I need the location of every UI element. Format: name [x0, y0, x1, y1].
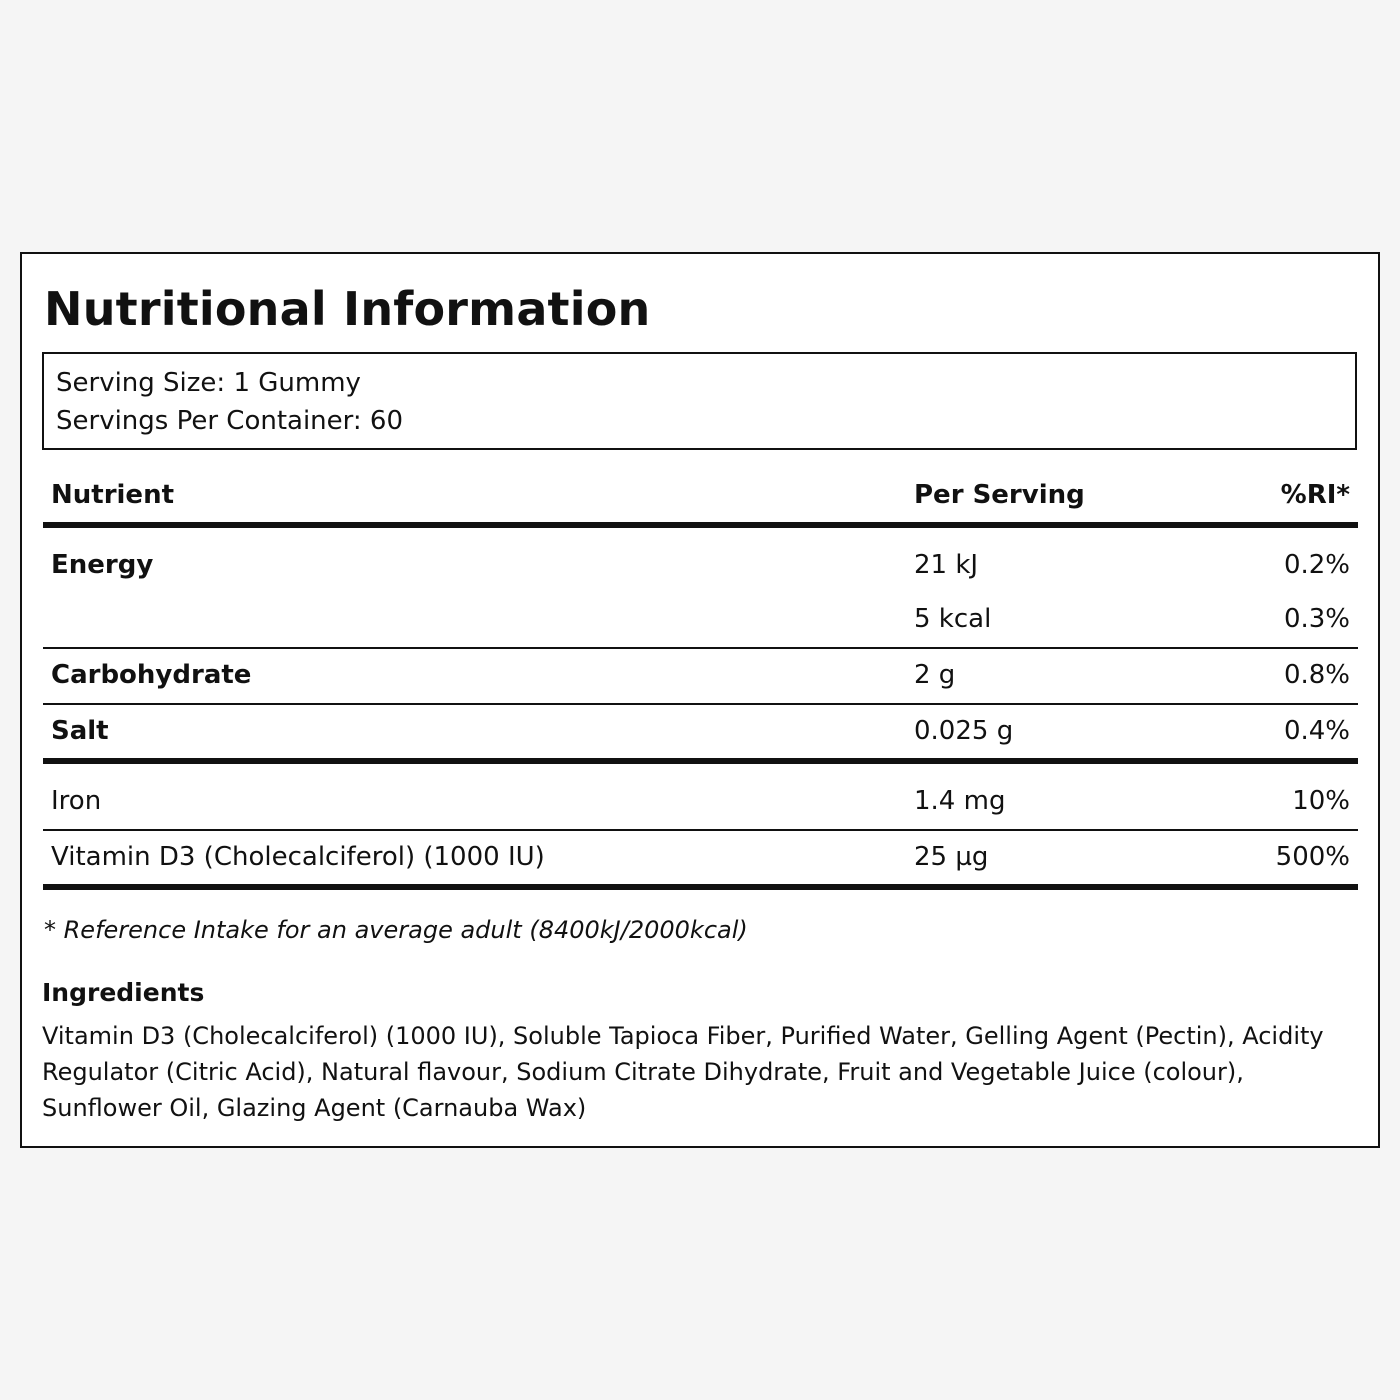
- energy-kcal-ri: 0.3%: [1283, 604, 1350, 634]
- carbohydrate-value: 2 g: [914, 660, 956, 690]
- page-title: Nutritional Information: [44, 282, 651, 336]
- salt-value: 0.025 g: [914, 716, 1014, 746]
- iron-ri: 10%: [1292, 786, 1350, 816]
- row-divider: [43, 703, 1358, 705]
- serving-info-box: [42, 352, 1357, 450]
- nutrient-energy: Energy: [51, 550, 154, 580]
- servings-per-container: Servings Per Container: 60: [56, 406, 404, 436]
- ingredients-list: Vitamin D3 (Cholecalciferol) (1000 IU), Soluble Tapioca Fiber, Purified Water, Gelling Agent (Pectin), Acidity Regulator (Citric Acid), Natural flavour, Sodium Citrate Dihydrate, Fruit and Vegetable Juice (colour), Sunflower Oil, Glazing Agent (Carnauba Wax): [42, 1022, 1324, 1122]
- nutrient-vitamin-d3: Vitamin D3 (Cholecalciferol) (1000 IU): [51, 842, 545, 872]
- row-divider: [43, 647, 1358, 649]
- salt-ri: 0.4%: [1283, 716, 1350, 746]
- ri-footnote: * Reference Intake for an average adult (8400kJ/2000kcal): [44, 916, 748, 944]
- ingredients-heading: Ingredients: [42, 978, 205, 1007]
- vitamin-d3-ri: 500%: [1275, 842, 1350, 872]
- header-nutrient: Nutrient: [51, 480, 175, 510]
- carbohydrate-ri: 0.8%: [1283, 660, 1350, 690]
- table-bottom-divider: [43, 884, 1358, 890]
- energy-kj-ri: 0.2%: [1283, 550, 1350, 580]
- iron-value: 1.4 mg: [914, 786, 1006, 816]
- nutrition-panel: [20, 252, 1380, 1148]
- energy-kcal-value: 5 kcal: [914, 604, 992, 634]
- section-divider: [43, 758, 1358, 764]
- nutrient-carbohydrate: Carbohydrate: [51, 660, 252, 690]
- vitamin-d3-value: 25 µg: [914, 842, 989, 872]
- header-ri: %RI*: [1280, 480, 1350, 510]
- energy-kj-value: 21 kJ: [914, 550, 979, 580]
- nutrient-salt: Salt: [51, 716, 109, 746]
- header-per-serving: Per Serving: [914, 480, 1085, 510]
- header-divider: [43, 522, 1358, 528]
- serving-size: Serving Size: 1 Gummy: [56, 368, 361, 398]
- nutrient-iron: Iron: [51, 786, 102, 816]
- row-divider: [43, 829, 1358, 831]
